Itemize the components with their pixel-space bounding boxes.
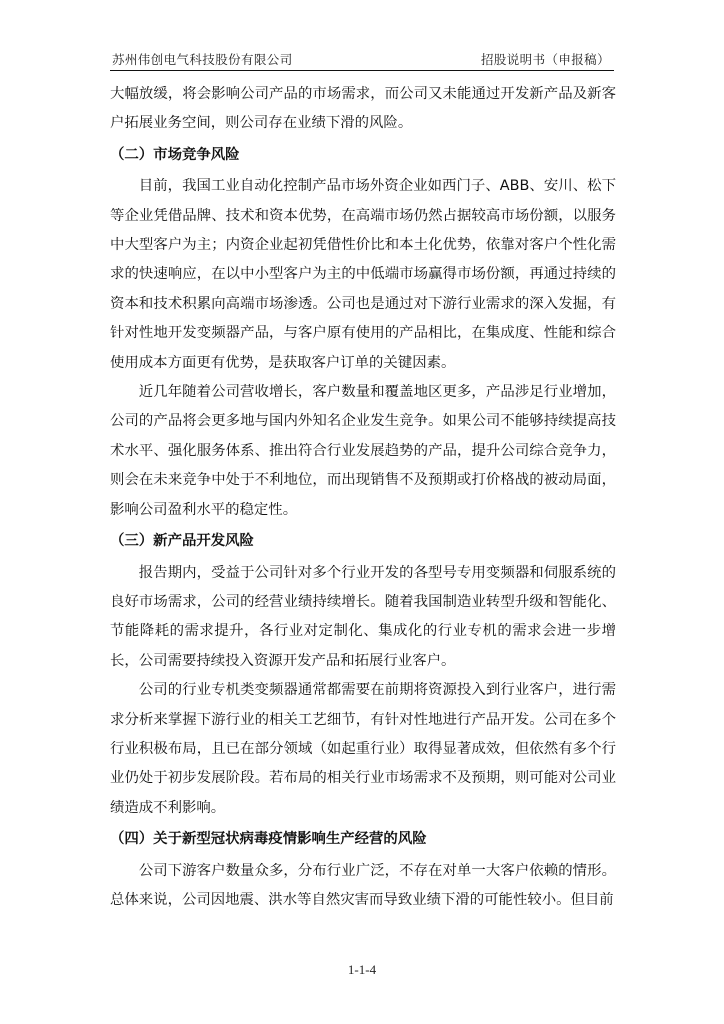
body-paragraph: 目前，我国工业自动化控制产品市场外资企业如西门子、ABB、安川、松下等企业凭借品牌、技术和资本优势，在高端市场仍然占据较高市场份额，以服务中大型客户为主；内资企业起初凭借性价比和本土化优势，依靠对客户个性化需求的快速响应，在以中小型客户为主的中低端市场赢得市场份额，再通过持续的资本和技术积累向高端市场渗透。公司也是通过对下游行业需求的深入发掘，有针对性地开发变频器产品，与客户原有使用的产品相比，在集成度、性能和综合使用成本方面更有优势，是获取客户订单的关键因素。 <box>110 178 616 371</box>
section-new-product-development-risk <box>110 527 616 823</box>
body-paragraph: 公司的行业专机类变频器通常都需要在前期将资源投入到行业客户，进行需求分析来掌握下游行业的相关工艺细节，有针对性地进行产品开发。公司在多个行业积极布局，且已在部分领域（如起重行业）取得显著成效，但依然有多个行业仍处于初步发展阶段。若布局的相关行业市场需求不及预期，则可能对公司业绩造成不利影响。 <box>110 682 616 816</box>
page-header <box>110 46 614 70</box>
body-paragraph: 公司下游客户数量众多，分布行业广泛，不存在对单一大客户依赖的情形。总体来说，公司因地震、洪水等自然灾害而导致业绩下滑的可能性较小。但目前 <box>110 862 616 908</box>
section-heading: （二）市场竞争风险 <box>110 146 240 163</box>
header-divider <box>110 70 614 71</box>
page-number: 1-1-4 <box>347 962 377 977</box>
intro-paragraph: 大幅放缓，将会影响公司产品的市场需求，而公司又未能通过开发新产品及新客户拓展业务空间，则公司存在业绩下滑的风险。 <box>110 86 616 132</box>
section-heading: （四）关于新型冠状病毒疫情影响生产经营的风险 <box>110 831 427 848</box>
header-company-name: 苏州伟创电气科技股份有限公司 <box>112 52 293 67</box>
section-market-competition-risk <box>110 141 616 525</box>
document-body <box>110 80 616 915</box>
section-heading: （三）新产品开发风险 <box>110 533 254 550</box>
header-document-type: 招股说明书（申报稿） <box>480 52 610 67</box>
body-paragraph: 报告期内，受益于公司针对多个行业开发的各型号专用变频器和伺服系统的良好市场需求，公司的经营业绩持续增长。随着我国制造业转型升级和智能化、节能降耗的需求提升，各行业对定制化、集成化的行业专机的需求会进一步增长，公司需要持续投入资源开发产品和拓展行业客户。 <box>110 564 616 669</box>
body-paragraph: 近几年随着公司营收增长，客户数量和覆盖地区更多，产品涉足行业增加，公司的产品将会更多地与国内外知名企业发生竞争。如果公司不能够持续提高技术水平、强化服务体系、推出符合行业发展趋势的产品，提升公司综合竞争力，则会在未来竞争中处于不利地位，而出现销售不及预期或打价格战的被动局面，影响公司盈利水平的稳定性。 <box>110 384 616 518</box>
section-covid-impact-risk <box>110 825 616 915</box>
